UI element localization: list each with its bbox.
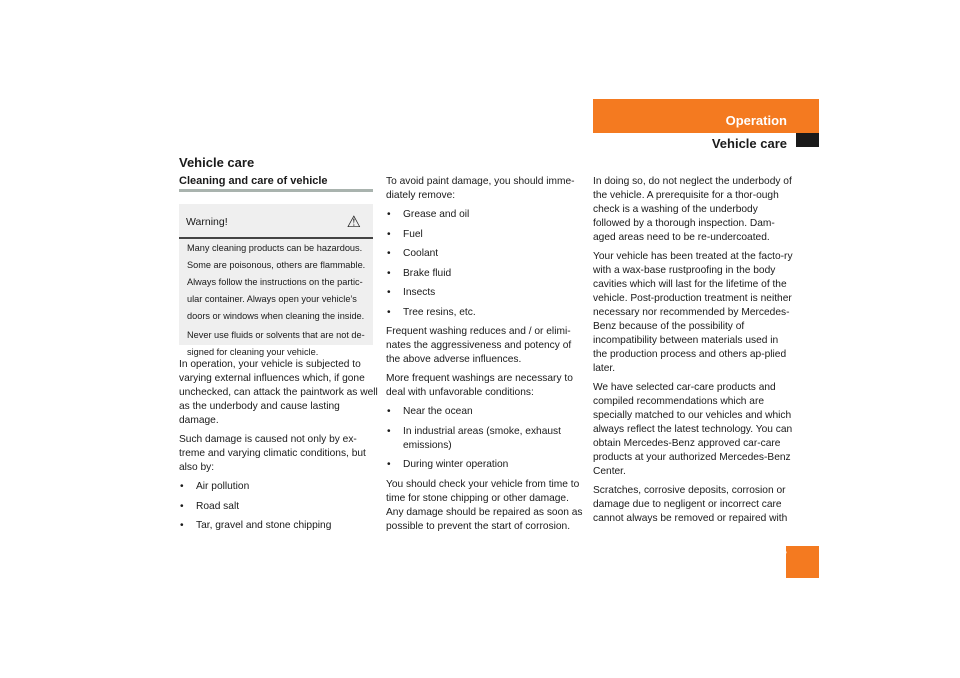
bullet-list: [386, 208, 586, 320]
list-item: • During winter operation: [386, 458, 586, 472]
list-item: • Brake fluid: [386, 267, 586, 281]
list-item: • Air pollution: [179, 480, 379, 494]
warning-label: Warning!: [186, 216, 228, 228]
paragraph: Scratches, corrosive deposits, corrosion or damage due to negligent or incorrect care cannot always be removed or repaired with: [593, 485, 788, 524]
page-number-box: [786, 546, 819, 578]
warning-paragraph: Never use fluids or solvents that are not de-signed for cleaning your vehicle.: [187, 330, 365, 357]
list-item: • Road salt: [179, 500, 379, 514]
column-3: [593, 175, 793, 531]
paragraph: Your vehicle has been treated at the facto-ry with a wax-base rustproofing in the body cavities which will last for the lifetime of the vehicle. Post-production treatment is neither necessary nor recommended by Mercedes-Benz because of the possibility of incompatibility between materials used in the production process and others ap-plied later.: [593, 251, 793, 374]
subtitle-divider: [179, 189, 373, 192]
header-section: Operation: [725, 113, 787, 128]
paragraph: More frequent washings are necessary to deal with unfavorable conditions:: [386, 373, 573, 398]
bullet-list: [386, 405, 586, 472]
list-item: • Coolant: [386, 247, 586, 261]
warning-paragraph: Many cleaning products can be hazardous. Some are poisonous, others are flammable. Always follow the instructions on the partic-ular container. Always open your vehicle’s doors or windows when cleaning the inside.: [187, 243, 366, 321]
list-item: • In industrial areas (smoke, exhaust emissions): [386, 425, 586, 453]
warning-divider: [179, 237, 373, 239]
paragraph: In doing so, do not neglect the underbody of the vehicle. A prerequisite for a thor-ough check is a washing of the underbody followed by a thorough inspection. Dam-aged areas need to be re-undercoated.: [593, 176, 792, 243]
section-subtitle: Cleaning and care of vehicle: [179, 175, 328, 187]
warning-body: [187, 240, 369, 363]
bullet-list: [179, 480, 379, 533]
warning-triangle-icon: ⚠: [346, 214, 361, 231]
paragraph: In operation, your vehicle is subjected to varying external influences which, if gone unchecked, can attack the paintwork as well as the underbody and cause lasting damage.: [179, 359, 378, 426]
list-item: • Tree resins, etc.: [386, 306, 586, 320]
header-subsection: Vehicle care: [711, 136, 787, 151]
page-number: 187: [766, 549, 787, 563]
list-item: • Near the ocean: [386, 405, 586, 419]
paragraph: To avoid paint damage, you should imme-diately remove:: [386, 176, 575, 201]
paragraph: You should check your vehicle from time to time for stone chipping or other damage. Any damage should be repaired as soon as possible to prevent the start of corrosion.: [386, 478, 583, 532]
column-1: [179, 358, 379, 539]
page-title: Vehicle care: [179, 155, 255, 170]
header-marker: [796, 133, 819, 147]
list-item: • Fuel: [386, 228, 586, 242]
paragraph: We have selected car-care products and compiled recommendations which are specially matched to our vehicles and which always reflect the latest technology. You can obtain Mercedes-Benz approved car-care products at your authorized Mercedes-Benz Center.: [593, 382, 793, 477]
paragraph: Frequent washing reduces and / or elimi-nates the aggressiveness and potency of the above adverse influences.: [386, 326, 572, 365]
list-item: • Insects: [386, 286, 586, 300]
warning-box: [179, 204, 373, 357]
list-item: • Tar, gravel and stone chipping: [179, 519, 379, 533]
column-2: [386, 175, 586, 539]
paragraph: Such damage is caused not only by ex-treme and varying climatic conditions, but also by:: [179, 434, 366, 473]
list-item: • Grease and oil: [386, 208, 586, 222]
